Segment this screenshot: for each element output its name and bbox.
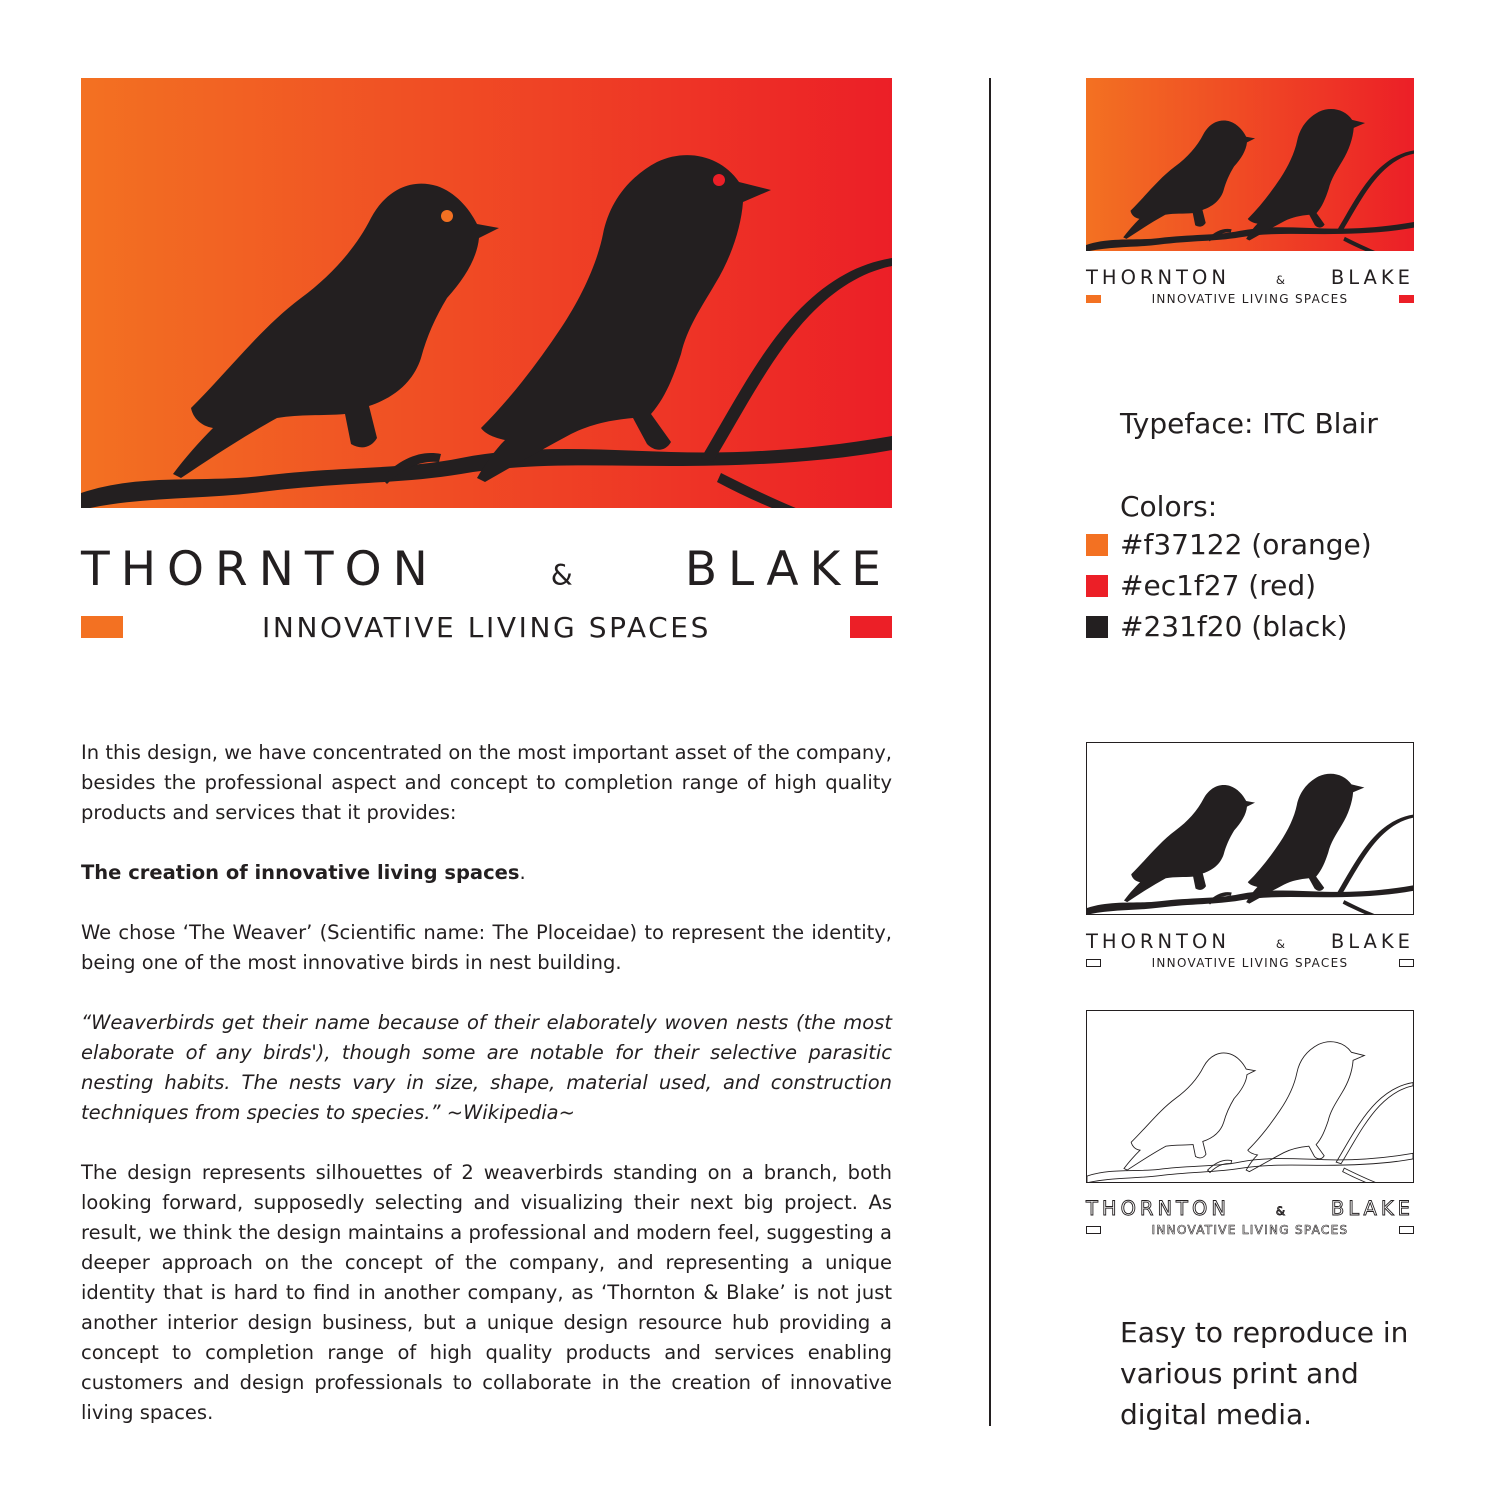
brand-tagline: INNOVATIVE LIVING SPACES bbox=[1151, 292, 1349, 306]
brand-name-left: THORNTON bbox=[1086, 930, 1230, 953]
brand-name-left: THORNTON bbox=[1086, 1197, 1230, 1220]
brand-name-left: THORNTON bbox=[81, 542, 439, 597]
brand-tagline: INNOVATIVE LIVING SPACES bbox=[262, 610, 711, 644]
small-color-wordmark bbox=[1086, 266, 1414, 288]
color-swatch-row bbox=[1086, 528, 1372, 561]
bold-heading: The creation of innovative living spaces bbox=[81, 861, 520, 884]
brand-tagline: INNOVATIVE LIVING SPACES bbox=[1151, 1223, 1349, 1237]
brand-name-right: BLAKE bbox=[684, 542, 892, 597]
small-bw-logo bbox=[1086, 742, 1414, 915]
brand-ampersand: & bbox=[1275, 273, 1285, 287]
small-color-tagline-row bbox=[1086, 291, 1414, 307]
reproduce-note: Easy to reproduce in various print and digital media. bbox=[1120, 1316, 1409, 1431]
colors-heading: Colors: bbox=[1120, 490, 1218, 523]
small-bw-tagline-row bbox=[1086, 955, 1414, 971]
vertical-divider bbox=[989, 78, 991, 1426]
color-label: #231f20 (black) bbox=[1120, 610, 1348, 643]
small-bw-wordmark bbox=[1086, 930, 1414, 952]
brand-name-left: THORNTON bbox=[1086, 266, 1230, 289]
small-color-logo bbox=[1086, 78, 1414, 251]
weaver-paragraph: We chose ‘The Weaver’ (Scientific name: The Ploceidae) to represent the identity, being one of the most innovative birds in nest building. bbox=[81, 921, 892, 974]
color-label: #f37122 (orange) bbox=[1120, 528, 1372, 561]
brand-ampersand: & bbox=[550, 559, 573, 592]
small-outline-logo bbox=[1086, 1010, 1414, 1183]
brand-name-right: BLAKE bbox=[1330, 930, 1414, 953]
brand-ampersand: & bbox=[1275, 937, 1285, 951]
orange-swatch bbox=[1086, 534, 1108, 556]
quote-paragraph: “Weaverbirds get their name because of their elaborately woven nests (the most elaborate of any birds'), though some are notable for their selective parasitic nesting habits. The nests vary in size, shape, material used, and construction techniques from species to species.” ~Wikipedia~ bbox=[81, 1011, 892, 1124]
brand-name-right: BLAKE bbox=[1330, 266, 1414, 289]
color-swatch-row bbox=[1086, 569, 1316, 602]
heading-paragraph bbox=[81, 858, 892, 888]
description-paragraph: The design represents silhouettes of 2 weaverbirds standing on a branch, both looking forward, supposedly selecting and visualizing their next big project. As result, we think the design maintains a professional and modern feel, suggesting a deeper approach on the concept of the company, and representing a unique identity that is hard to find in another company, as ‘Thornton & Blake’ is not just another interior design business, but a unique design resource hub providing a concept to completion range of high quality products and services enabling customers and design professionals to collaborate in the creation of innovative living spaces. bbox=[81, 1161, 892, 1424]
red-square-mark bbox=[850, 616, 892, 638]
weaverbird-silhouette-logo bbox=[1086, 78, 1414, 251]
color-swatch-row bbox=[1086, 610, 1347, 643]
weaverbird-outline-logo bbox=[1087, 1011, 1413, 1182]
intro-paragraph: In this design, we have concentrated on the most important asset of the company, besides the professional aspect and concept to completion range of high quality products and services that it provides: bbox=[81, 741, 892, 824]
orange-square-mark bbox=[1086, 295, 1101, 303]
hollow-square-mark bbox=[1086, 959, 1101, 967]
brand-ampersand: & bbox=[1275, 1204, 1285, 1218]
small-outline-tagline-row bbox=[1086, 1222, 1414, 1238]
weaverbird-silhouette-logo bbox=[1087, 743, 1413, 914]
brand-tagline: INNOVATIVE LIVING SPACES bbox=[1151, 956, 1349, 970]
orange-square-mark bbox=[81, 616, 123, 638]
brand-tagline-row bbox=[81, 612, 892, 642]
heading-suffix: . bbox=[519, 861, 526, 884]
typeface-label: Typeface: ITC Blair bbox=[1120, 407, 1378, 440]
hollow-square-mark bbox=[1399, 1226, 1414, 1234]
hollow-square-mark bbox=[1086, 1226, 1101, 1234]
main-logo-banner bbox=[81, 78, 892, 508]
small-outline-wordmark bbox=[1086, 1197, 1414, 1219]
hollow-square-mark bbox=[1399, 959, 1414, 967]
red-square-mark bbox=[1399, 295, 1414, 303]
weaverbird-silhouette-logo bbox=[81, 78, 892, 508]
brand-name-right: BLAKE bbox=[1330, 1197, 1414, 1220]
brand-wordmark bbox=[81, 542, 892, 597]
color-label: #ec1f27 (red) bbox=[1120, 569, 1317, 602]
red-swatch bbox=[1086, 575, 1108, 597]
black-swatch bbox=[1086, 616, 1108, 638]
